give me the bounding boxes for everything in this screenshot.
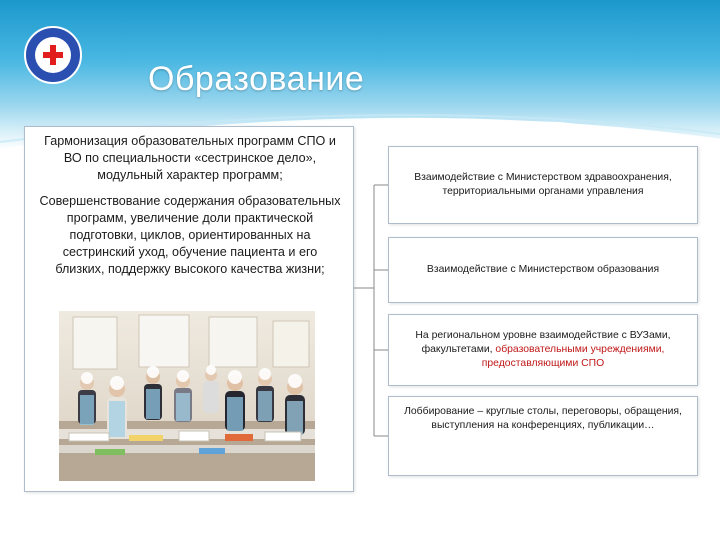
harmonization-text: Гармонизация образовательных программ СПО и ВО по специальности «сестринское дело», модульный характер программ; (44, 134, 336, 182)
lobbying-box (388, 396, 698, 476)
ministry-health-text: Взаимодействие с Министерством здравоохранения, территориальными органами управления (414, 172, 672, 197)
classroom-photo (59, 311, 315, 481)
ministry-education-box (388, 237, 698, 303)
regional-cooperation-text (397, 329, 689, 371)
regional-cooperation-text-main: На региональном уровне взаимодействие с ВУЗами, факультетами, (415, 330, 671, 355)
regional-cooperation-box (388, 314, 698, 386)
ministry-health-box (388, 146, 698, 224)
ministry-education-text: Взаимодействие с Министерством образования (426, 264, 660, 275)
regional-cooperation-text-highlight: образовательными учреждениями, предоставляющими СПО (481, 344, 665, 369)
improvement-text: Совершенствование содержания образовательных программ, увеличение доли практической подготовки, циклов, ориентированных на сестринский уход, обучение пациента и его близких, поддержку высокого качества жизни; (39, 194, 341, 276)
red-cross-emblem-icon (24, 26, 82, 84)
lobbying-text: Лоббирование – круглые столы, переговоры, обращения, выступления на конференциях, публикации… (404, 406, 682, 431)
slide-title: Образование (148, 60, 365, 98)
left-panel (24, 126, 354, 492)
connector-lines (354, 150, 390, 450)
